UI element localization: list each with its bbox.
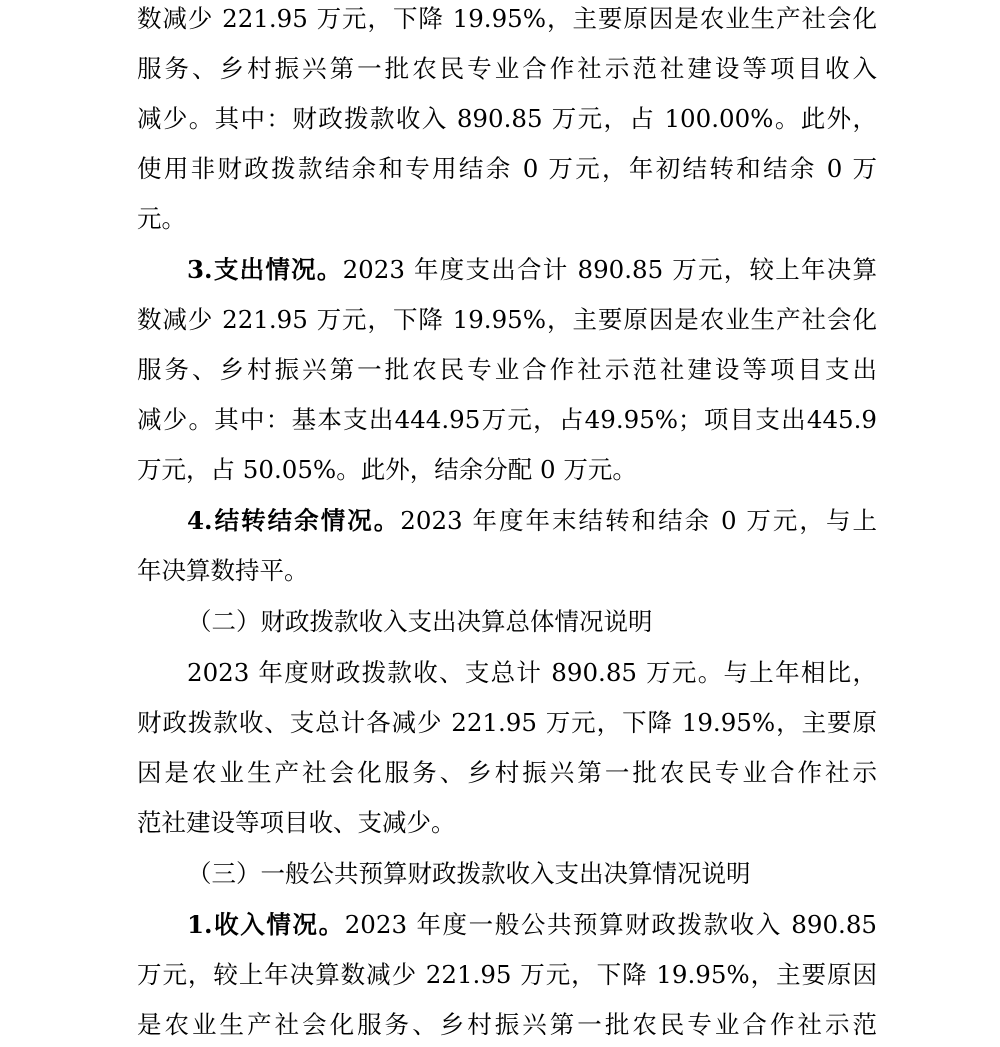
paragraph-line xyxy=(137,298,877,342)
paragraph-line xyxy=(137,147,877,191)
line-text: 服务、乡村振兴第一批农民专业合作社示范社建设等项目收入 xyxy=(137,54,877,83)
section-title-text: （二）财政拨款收入支出决算总体情况说明 xyxy=(187,607,653,636)
line-text: 2023 年度一般公共预算财政拨款收入 890.85 xyxy=(344,910,877,939)
paragraph-line xyxy=(137,448,877,492)
line-text: 元。 xyxy=(137,204,186,233)
line-text: 2023 年度年末结转和结余 0 万元，与上 xyxy=(400,506,877,535)
line-text: 万元，占 50.05%。此外，结余分配 0 万元。 xyxy=(137,455,637,484)
line-text: 减少。其中：财政拨款收入 890.85 万元，占 100.00%。此外， xyxy=(137,104,877,133)
paragraph-line xyxy=(137,953,877,997)
paragraph-line xyxy=(137,549,877,593)
line-text: 数减少 221.95 万元，下降 19.95%，主要原因是农业生产社会化 xyxy=(137,4,877,33)
paragraph-line xyxy=(137,47,877,91)
section-heading-label: 1.收入情况。 xyxy=(187,910,345,939)
paragraph-line xyxy=(137,751,877,795)
paragraph-line xyxy=(137,398,877,442)
line-text: 2023 年度支出合计 890.85 万元，较上年决算 xyxy=(342,255,877,284)
line-text: 使用非财政拨款结余和专用结余 0 万元，年初结转和结余 0 万 xyxy=(137,154,877,183)
line-text: 数减少 221.95 万元，下降 19.95%，主要原因是农业生产社会化 xyxy=(137,305,877,334)
section-title-text: （三）一般公共预算财政拨款收入支出决算情况说明 xyxy=(187,859,751,888)
line-text: 减少。其中：基本支出444.95万元，占49.95%；项目支出445.9 xyxy=(137,405,877,434)
line-text: 财政拨款收、支总计各减少 221.95 万元，下降 19.95%，主要原 xyxy=(137,708,877,737)
section-heading-label: 4.结转结余情况。 xyxy=(187,506,401,535)
line-text: 2023 年度财政拨款收、支总计 890.85 万元。与上年相比， xyxy=(187,658,877,687)
line-text: 年决算数持平。 xyxy=(137,556,309,585)
paragraph-line xyxy=(137,0,877,41)
section-heading-line xyxy=(187,499,877,543)
paragraph-line xyxy=(137,348,877,392)
section-heading-label: 3.支出情况。 xyxy=(187,255,343,284)
paragraph-line xyxy=(137,801,877,845)
line-text: 因是农业生产社会化服务、乡村振兴第一批农民专业合作社示 xyxy=(137,758,877,787)
line-text: 万元，较上年决算数减少 221.95 万元，下降 19.95%，主要原因 xyxy=(137,960,877,989)
line-text: 范社建设等项目收、支减少。 xyxy=(137,808,456,837)
paragraph-line xyxy=(137,1003,877,1047)
line-text: 服务、乡村振兴第一批农民专业合作社示范社建设等项目支出 xyxy=(137,355,877,384)
section-title xyxy=(187,852,877,896)
paragraph-line xyxy=(187,651,877,695)
section-heading-line xyxy=(187,248,877,292)
section-heading-line xyxy=(187,903,877,947)
section-title xyxy=(187,600,877,644)
line-text: 是农业生产社会化服务、乡村振兴第一批农民专业合作社示范 xyxy=(137,1010,877,1039)
paragraph-line xyxy=(137,701,877,745)
paragraph-line xyxy=(137,197,877,241)
paragraph-line xyxy=(137,97,877,141)
